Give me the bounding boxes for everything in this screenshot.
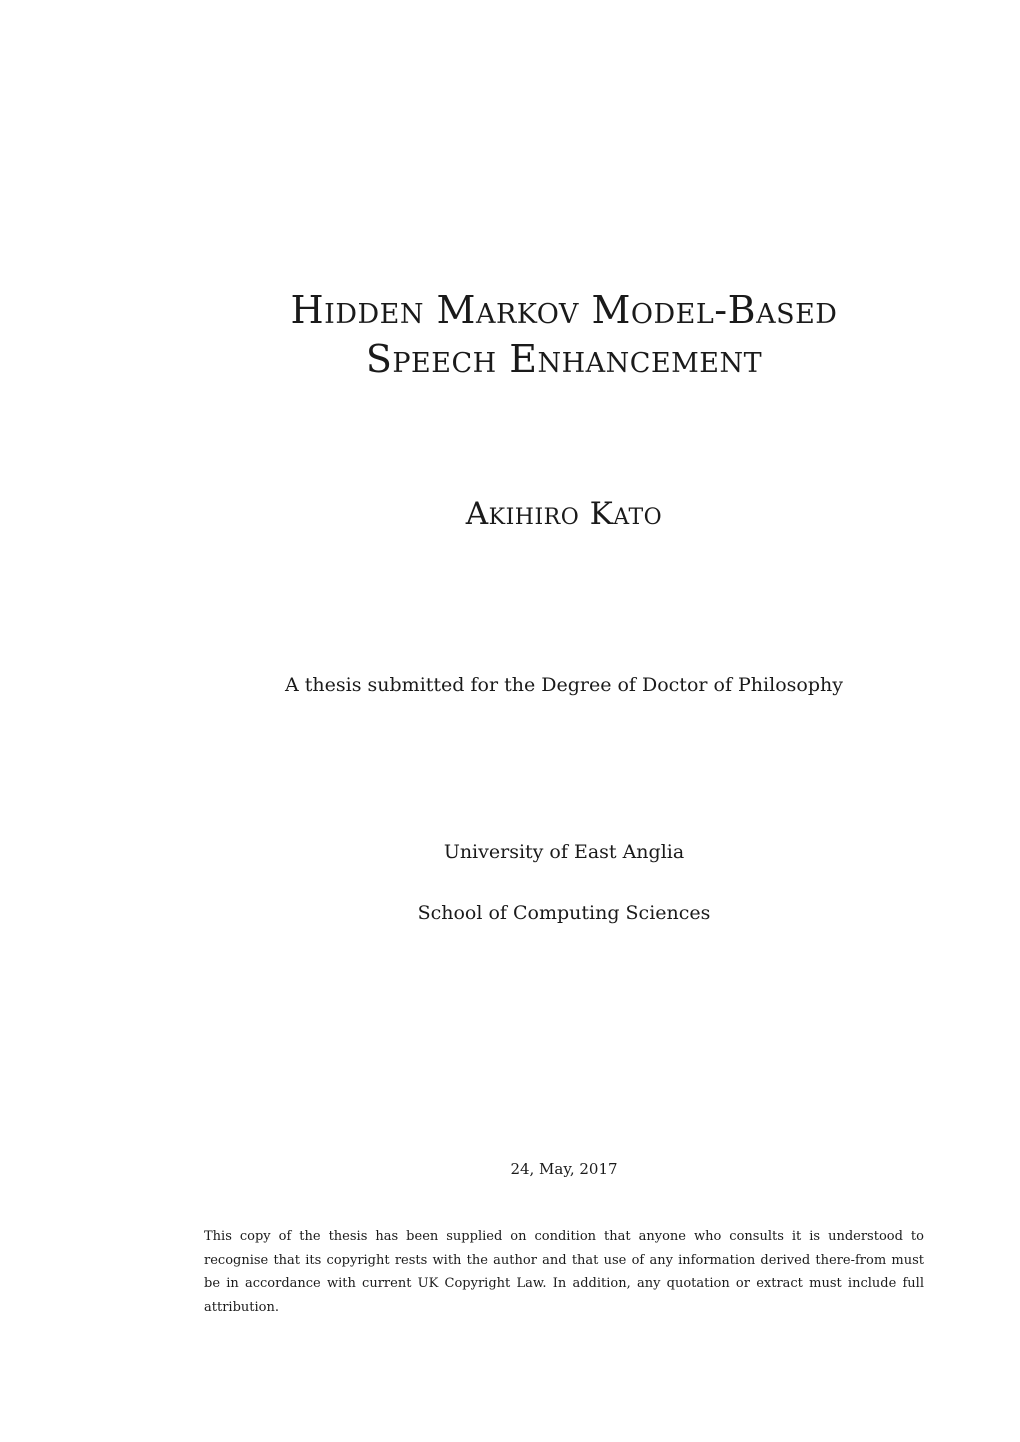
- author-name: Akihiro Kato: [465, 496, 663, 532]
- thesis-title-line-1: Hidden Markov Model-Based: [290, 288, 838, 332]
- thesis-title-line-2: Speech Enhancement: [365, 337, 763, 381]
- school-name: School of Computing Sciences: [417, 902, 711, 924]
- degree-statement: A thesis submitted for the Degree of Doctor of Philosophy: [285, 674, 843, 696]
- university-name: University of East Anglia: [443, 841, 685, 863]
- submission-date: 24, May, 2017: [510, 1160, 618, 1178]
- copyright-notice: This copy of the thesis has been supplied on condition that anyone who consults it is understood to recognise that its copyright rests with the author and that use of any information derived there-from must be in accordance with current UK Copyright Law. In addition, any quotation or extract must include full attribution.: [204, 1229, 924, 1315]
